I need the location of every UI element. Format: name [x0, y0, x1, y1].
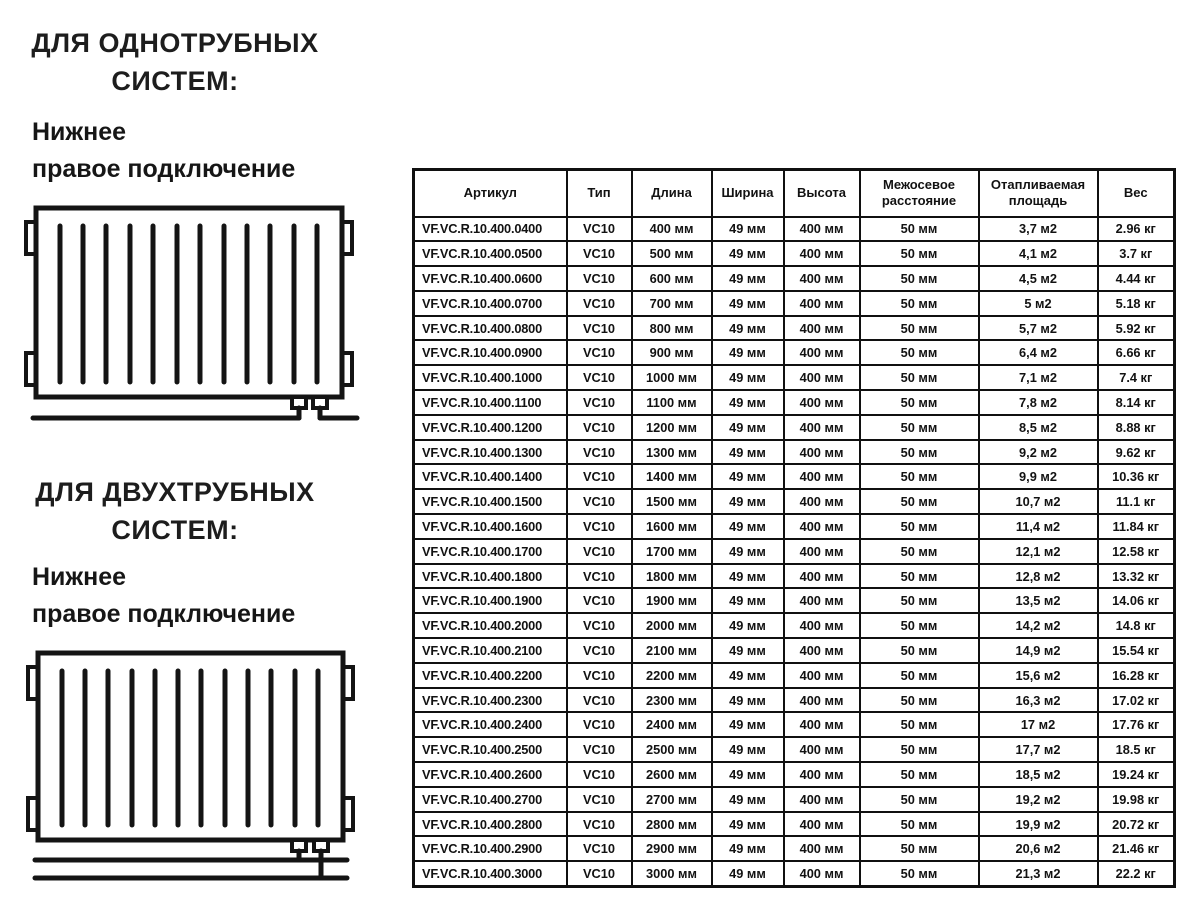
table-cell: VF.VC.R.10.400.1900: [414, 588, 567, 613]
table-cell: 49 мм: [712, 812, 784, 837]
table-cell: 1800 мм: [632, 564, 712, 589]
table-cell: 17.02 кг: [1098, 688, 1175, 713]
single-pipe-section-title: [10, 24, 340, 100]
table-cell: 11.1 кг: [1098, 489, 1175, 514]
table-cell: 49 мм: [712, 514, 784, 539]
table-cell: 400 мм: [784, 365, 860, 390]
table-row: [414, 663, 1175, 688]
table-row: [414, 415, 1175, 440]
table-cell: VC10: [567, 464, 632, 489]
table-cell: 16.28 кг: [1098, 663, 1175, 688]
table-cell: 7,1 м2: [979, 365, 1098, 390]
table-cell: VF.VC.R.10.400.2500: [414, 737, 567, 762]
table-cell: VF.VC.R.10.400.2600: [414, 762, 567, 787]
table-cell: 1600 мм: [632, 514, 712, 539]
table-cell: 3,7 м2: [979, 217, 1098, 242]
table-cell: 1300 мм: [632, 440, 712, 465]
table-cell: 400 мм: [784, 762, 860, 787]
table-cell: 9,2 м2: [979, 440, 1098, 465]
table-cell: 15,6 м2: [979, 663, 1098, 688]
table-cell: VC10: [567, 539, 632, 564]
table-cell: 50 мм: [860, 514, 979, 539]
table-cell: VC10: [567, 440, 632, 465]
table-cell: 400 мм: [784, 737, 860, 762]
table-cell: VF.VC.R.10.400.2800: [414, 812, 567, 837]
table-cell: 400 мм: [784, 638, 860, 663]
table-cell: 19,9 м2: [979, 812, 1098, 837]
table-cell: VC10: [567, 291, 632, 316]
table-cell: 49 мм: [712, 762, 784, 787]
table-cell: 49 мм: [712, 291, 784, 316]
table-cell: 9,9 м2: [979, 464, 1098, 489]
two-pipe-section-title: [10, 473, 340, 549]
header-axle-distance: Межосевое расстояние: [860, 170, 979, 217]
table-cell: VF.VC.R.10.400.1300: [414, 440, 567, 465]
table-cell: 2500 мм: [632, 737, 712, 762]
table-cell: VF.VC.R.10.400.2700: [414, 787, 567, 812]
table-cell: VC10: [567, 415, 632, 440]
two-pipe-connection-subtitle: [32, 559, 372, 633]
table-cell: VF.VC.R.10.400.0900: [414, 340, 567, 365]
table-cell: 49 мм: [712, 440, 784, 465]
table-cell: VF.VC.R.10.400.2200: [414, 663, 567, 688]
table-cell: 400 мм: [784, 291, 860, 316]
table-cell: 50 мм: [860, 588, 979, 613]
table-row: [414, 688, 1175, 713]
table-cell: 49 мм: [712, 564, 784, 589]
table-cell: 2600 мм: [632, 762, 712, 787]
table-cell: 49 мм: [712, 217, 784, 242]
table-row: [414, 812, 1175, 837]
table-cell: 500 мм: [632, 241, 712, 266]
table-cell: 49 мм: [712, 241, 784, 266]
table-cell: 3.7 кг: [1098, 241, 1175, 266]
radiator-diagram-two-pipe-icon: [0, 645, 370, 895]
table-cell: VC10: [567, 588, 632, 613]
table-cell: 50 мм: [860, 564, 979, 589]
table-cell: VF.VC.R.10.400.1200: [414, 415, 567, 440]
table-header-row: [414, 170, 1175, 217]
table-cell: VC10: [567, 266, 632, 291]
table-cell: VC10: [567, 613, 632, 638]
single-pipe-title-line1: ДЛЯ ОДНОТРУБНЫХ: [31, 28, 319, 58]
table-cell: 14,2 м2: [979, 613, 1098, 638]
table-cell: 17 м2: [979, 712, 1098, 737]
table-cell: VF.VC.R.10.400.2300: [414, 688, 567, 713]
table-row: [414, 861, 1175, 886]
table-cell: 4,5 м2: [979, 266, 1098, 291]
table-cell: 600 мм: [632, 266, 712, 291]
table-cell: VC10: [567, 688, 632, 713]
table-cell: 400 мм: [784, 340, 860, 365]
table-row: [414, 836, 1175, 861]
table-cell: 400 мм: [784, 564, 860, 589]
table-cell: VC10: [567, 861, 632, 886]
table-cell: 50 мм: [860, 861, 979, 886]
table-cell: 50 мм: [860, 762, 979, 787]
table-cell: 14.8 кг: [1098, 613, 1175, 638]
table-cell: 1400 мм: [632, 464, 712, 489]
table-row: [414, 613, 1175, 638]
table-cell: 17,7 м2: [979, 737, 1098, 762]
table-row: [414, 217, 1175, 242]
table-cell: 400 мм: [784, 712, 860, 737]
table-row: [414, 340, 1175, 365]
table-cell: 10,7 м2: [979, 489, 1098, 514]
table-cell: VC10: [567, 365, 632, 390]
two-pipe-title-line2: СИСТЕМ:: [111, 515, 239, 545]
table-cell: 50 мм: [860, 489, 979, 514]
table-cell: 49 мм: [712, 365, 784, 390]
table-cell: VC10: [567, 316, 632, 341]
table-cell: 49 мм: [712, 712, 784, 737]
table-cell: 14.06 кг: [1098, 588, 1175, 613]
table-cell: VC10: [567, 340, 632, 365]
table-cell: 1700 мм: [632, 539, 712, 564]
table-cell: VC10: [567, 564, 632, 589]
table-cell: 50 мм: [860, 836, 979, 861]
table-cell: 50 мм: [860, 291, 979, 316]
table-cell: 11,4 м2: [979, 514, 1098, 539]
table-cell: 400 мм: [784, 415, 860, 440]
table-cell: VF.VC.R.10.400.2400: [414, 712, 567, 737]
table-cell: 20,6 м2: [979, 836, 1098, 861]
table-cell: VC10: [567, 812, 632, 837]
table-cell: 50 мм: [860, 663, 979, 688]
header-length: Длина: [632, 170, 712, 217]
single-pipe-subtitle-line2: правое подключение: [32, 155, 296, 183]
table-row: [414, 464, 1175, 489]
table-cell: 400 мм: [784, 812, 860, 837]
table-cell: 8.14 кг: [1098, 390, 1175, 415]
table-cell: 400 мм: [784, 787, 860, 812]
table-cell: 2000 мм: [632, 613, 712, 638]
table-cell: 49 мм: [712, 415, 784, 440]
table-cell: VC10: [567, 241, 632, 266]
table-cell: 3000 мм: [632, 861, 712, 886]
table-cell: 12,1 м2: [979, 539, 1098, 564]
table-cell: 49 мм: [712, 861, 784, 886]
table-cell: VC10: [567, 712, 632, 737]
table-cell: VC10: [567, 787, 632, 812]
table-cell: 400 мм: [784, 836, 860, 861]
table-cell: 2300 мм: [632, 688, 712, 713]
table-cell: 400 мм: [784, 390, 860, 415]
table-cell: 49 мм: [712, 464, 784, 489]
table-row: [414, 266, 1175, 291]
table-cell: 50 мм: [860, 440, 979, 465]
table-row: [414, 316, 1175, 341]
table-cell: 50 мм: [860, 217, 979, 242]
table-cell: 20.72 кг: [1098, 812, 1175, 837]
table-cell: VF.VC.R.10.400.0400: [414, 217, 567, 242]
table-cell: VF.VC.R.10.400.0500: [414, 241, 567, 266]
table-cell: 1500 мм: [632, 489, 712, 514]
table-cell: 5.92 кг: [1098, 316, 1175, 341]
table-cell: 400 мм: [784, 266, 860, 291]
table-cell: 400 мм: [784, 514, 860, 539]
table-cell: 400 мм: [784, 464, 860, 489]
table-cell: 49 мм: [712, 737, 784, 762]
table-cell: 49 мм: [712, 638, 784, 663]
table-row: [414, 539, 1175, 564]
table-cell: VF.VC.R.10.400.1600: [414, 514, 567, 539]
table-cell: 50 мм: [860, 539, 979, 564]
table-cell: 49 мм: [712, 489, 784, 514]
table-cell: VC10: [567, 836, 632, 861]
table-cell: 400 мм: [632, 217, 712, 242]
table-cell: 12,8 м2: [979, 564, 1098, 589]
table-cell: 50 мм: [860, 415, 979, 440]
table-cell: 9.62 кг: [1098, 440, 1175, 465]
table-cell: 21,3 м2: [979, 861, 1098, 886]
table-cell: 2.96 кг: [1098, 217, 1175, 242]
table-cell: 8.88 кг: [1098, 415, 1175, 440]
table-row: [414, 514, 1175, 539]
table-cell: 900 мм: [632, 340, 712, 365]
table-cell: 22.2 кг: [1098, 861, 1175, 886]
two-pipe-title-line1: ДЛЯ ДВУХТРУБНЫХ: [35, 477, 315, 507]
table-cell: VF.VC.R.10.400.3000: [414, 861, 567, 886]
table-cell: 49 мм: [712, 316, 784, 341]
table-cell: 17.76 кг: [1098, 712, 1175, 737]
header-heated-area: Отапливаемая площадь: [979, 170, 1098, 217]
table-cell: 50 мм: [860, 688, 979, 713]
table-cell: 800 мм: [632, 316, 712, 341]
table-cell: 50 мм: [860, 390, 979, 415]
table-cell: 49 мм: [712, 613, 784, 638]
table-cell: 49 мм: [712, 836, 784, 861]
table-cell: 50 мм: [860, 812, 979, 837]
two-pipe-subtitle-line1: Нижнее: [32, 563, 127, 591]
table-cell: 50 мм: [860, 787, 979, 812]
table-cell: 400 мм: [784, 241, 860, 266]
table-cell: 49 мм: [712, 588, 784, 613]
table-cell: 400 мм: [784, 440, 860, 465]
single-pipe-title-line2: СИСТЕМ:: [111, 66, 239, 96]
table-cell: VF.VC.R.10.400.1400: [414, 464, 567, 489]
table-cell: 2900 мм: [632, 836, 712, 861]
table-cell: 13.32 кг: [1098, 564, 1175, 589]
table-cell: VF.VC.R.10.400.0600: [414, 266, 567, 291]
table-cell: 15.54 кг: [1098, 638, 1175, 663]
table-row: [414, 588, 1175, 613]
table-cell: 400 мм: [784, 217, 860, 242]
table-cell: 49 мм: [712, 787, 784, 812]
table-cell: 400 мм: [784, 663, 860, 688]
table-cell: 14,9 м2: [979, 638, 1098, 663]
table-cell: 50 мм: [860, 340, 979, 365]
table-cell: 19,2 м2: [979, 787, 1098, 812]
table-cell: 18.5 кг: [1098, 737, 1175, 762]
table-cell: 2100 мм: [632, 638, 712, 663]
table-cell: 49 мм: [712, 663, 784, 688]
table-cell: 49 мм: [712, 266, 784, 291]
table-cell: 12.58 кг: [1098, 539, 1175, 564]
table-cell: VC10: [567, 390, 632, 415]
table-cell: 1000 мм: [632, 365, 712, 390]
table-cell: 13,5 м2: [979, 588, 1098, 613]
table-cell: 50 мм: [860, 737, 979, 762]
table-cell: 1100 мм: [632, 390, 712, 415]
table-cell: 400 мм: [784, 539, 860, 564]
table-cell: 50 мм: [860, 316, 979, 341]
table-cell: VC10: [567, 737, 632, 762]
table-cell: VC10: [567, 638, 632, 663]
table-row: [414, 440, 1175, 465]
table-cell: VC10: [567, 514, 632, 539]
table-cell: 11.84 кг: [1098, 514, 1175, 539]
two-pipe-subtitle-line2: правое подключение: [32, 600, 296, 628]
table-cell: 49 мм: [712, 340, 784, 365]
header-article: Артикул: [414, 170, 567, 217]
table-cell: 6.66 кг: [1098, 340, 1175, 365]
table-cell: VC10: [567, 489, 632, 514]
table-cell: 1200 мм: [632, 415, 712, 440]
table-cell: 400 мм: [784, 613, 860, 638]
table-cell: 18,5 м2: [979, 762, 1098, 787]
header-weight: Вес: [1098, 170, 1175, 217]
single-pipe-connection-subtitle: [32, 114, 372, 188]
table-row: [414, 787, 1175, 812]
table-body: [414, 217, 1175, 887]
table-row: [414, 241, 1175, 266]
table-cell: 8,5 м2: [979, 415, 1098, 440]
table-row: [414, 762, 1175, 787]
table-cell: 2200 мм: [632, 663, 712, 688]
table-cell: VF.VC.R.10.400.1800: [414, 564, 567, 589]
single-pipe-subtitle-line1: Нижнее: [32, 118, 127, 146]
table-cell: 400 мм: [784, 861, 860, 886]
table-cell: 50 мм: [860, 613, 979, 638]
table-cell: VF.VC.R.10.400.0800: [414, 316, 567, 341]
table-cell: 50 мм: [860, 638, 979, 663]
spec-table-container: [412, 168, 1173, 888]
table-cell: VC10: [567, 762, 632, 787]
table-row: [414, 712, 1175, 737]
header-width: Ширина: [712, 170, 784, 217]
table-row: [414, 489, 1175, 514]
header-type: Тип: [567, 170, 632, 217]
table-cell: 400 мм: [784, 588, 860, 613]
radiator-spec-table: [412, 168, 1176, 888]
table-cell: 2800 мм: [632, 812, 712, 837]
table-cell: 10.36 кг: [1098, 464, 1175, 489]
table-cell: 7,8 м2: [979, 390, 1098, 415]
table-cell: 16,3 м2: [979, 688, 1098, 713]
table-cell: 21.46 кг: [1098, 836, 1175, 861]
table-cell: 1900 мм: [632, 588, 712, 613]
table-cell: VC10: [567, 217, 632, 242]
table-cell: VF.VC.R.10.400.1000: [414, 365, 567, 390]
table-row: [414, 390, 1175, 415]
table-cell: VF.VC.R.10.400.0700: [414, 291, 567, 316]
table-cell: 5,7 м2: [979, 316, 1098, 341]
table-cell: 49 мм: [712, 390, 784, 415]
table-row: [414, 737, 1175, 762]
table-cell: 49 мм: [712, 688, 784, 713]
table-cell: 5.18 кг: [1098, 291, 1175, 316]
table-cell: 6,4 м2: [979, 340, 1098, 365]
table-cell: VF.VC.R.10.400.1700: [414, 539, 567, 564]
table-cell: 19.24 кг: [1098, 762, 1175, 787]
table-cell: 2400 мм: [632, 712, 712, 737]
table-cell: 50 мм: [860, 365, 979, 390]
table-cell: VF.VC.R.10.400.2000: [414, 613, 567, 638]
table-cell: 400 мм: [784, 316, 860, 341]
table-row: [414, 638, 1175, 663]
table-cell: 50 мм: [860, 266, 979, 291]
table-cell: 19.98 кг: [1098, 787, 1175, 812]
table-row: [414, 291, 1175, 316]
table-cell: VF.VC.R.10.400.1500: [414, 489, 567, 514]
table-cell: 2700 мм: [632, 787, 712, 812]
table-cell: 5 м2: [979, 291, 1098, 316]
table-cell: 400 мм: [784, 688, 860, 713]
table-cell: 50 мм: [860, 241, 979, 266]
table-cell: VF.VC.R.10.400.2100: [414, 638, 567, 663]
header-height: Высота: [784, 170, 860, 217]
radiator-diagram-single-pipe-icon: [0, 190, 370, 430]
table-row: [414, 365, 1175, 390]
table-cell: 700 мм: [632, 291, 712, 316]
table-cell: 400 мм: [784, 489, 860, 514]
table-row: [414, 564, 1175, 589]
table-cell: VF.VC.R.10.400.1100: [414, 390, 567, 415]
table-cell: 4,1 м2: [979, 241, 1098, 266]
table-cell: VC10: [567, 663, 632, 688]
table-cell: 7.4 кг: [1098, 365, 1175, 390]
table-cell: 49 мм: [712, 539, 784, 564]
table-cell: 50 мм: [860, 712, 979, 737]
table-cell: 4.44 кг: [1098, 266, 1175, 291]
table-cell: 50 мм: [860, 464, 979, 489]
table-cell: VF.VC.R.10.400.2900: [414, 836, 567, 861]
